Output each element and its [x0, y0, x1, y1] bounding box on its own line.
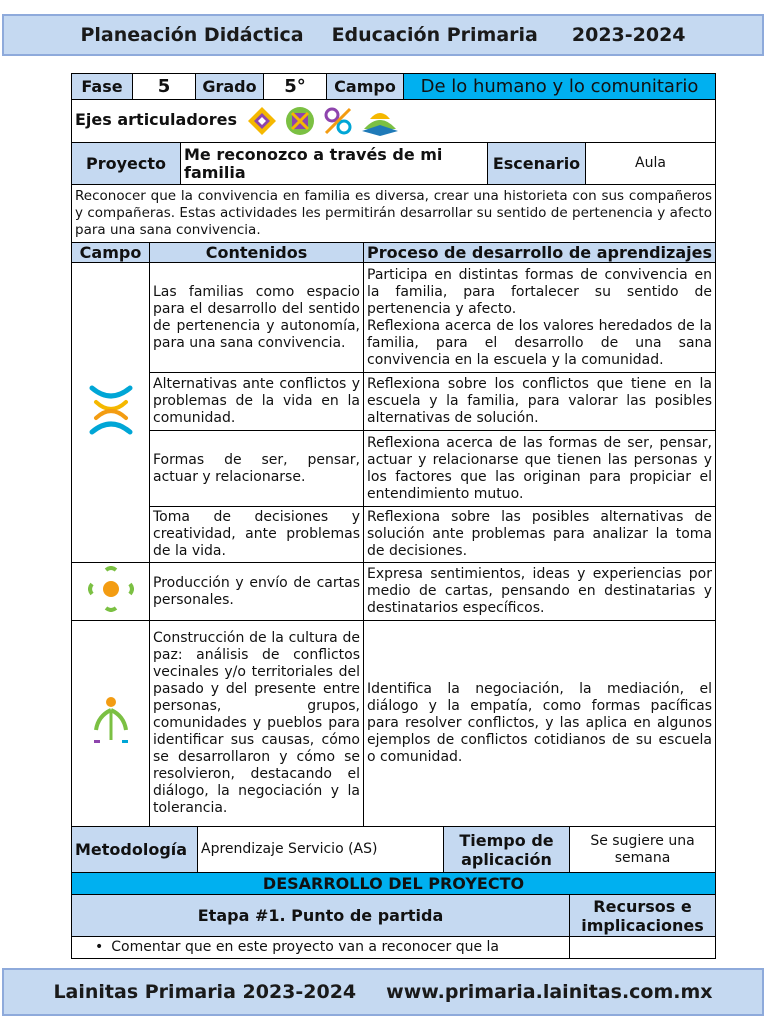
ejes-table [71, 99, 716, 143]
contenido-1: Las familias como espacio para el desarrollo del sentido de pertenencia y autonomía, para una sana convivencia. [150, 263, 364, 373]
contenido-6: Construcción de la cultura de paz: análisis de conflictos vecinales y/o territoriales del pasado y del presente entre personas, grupos, comunidades y pueblos para identificar sus causas, cómo se desarrollaron y cómo se resolvieron, destacando el diálogo, la negociación y la tolerancia. [150, 621, 364, 827]
table-row [72, 373, 716, 431]
ejes-label: Ejes articuladores [75, 110, 238, 129]
bullet-glyph: • [95, 939, 104, 955]
info-block [71, 73, 716, 959]
proceso-4: Reflexiona sobre las posibles alternativas de solución ante problemas para analizar la toma de decisiones. [364, 507, 716, 563]
metodologia-value: Aprendizaje Servicio (AS) [198, 827, 444, 873]
fase-value: 5 [133, 74, 196, 100]
etica-naturaleza-icon [88, 696, 134, 746]
campo-icon-cell-2 [72, 563, 150, 621]
desarrollo-table [71, 872, 716, 959]
proceso-3: Reflexiona acerca de las formas de ser, pensar, actuar y relacionarse que tienen las personas y los factores que las originan para propiciar el entendimiento mutuo. [364, 431, 716, 507]
header-banner [2, 14, 764, 56]
campo-icon-cell-3 [72, 621, 150, 827]
interculturalidad-icon [284, 105, 316, 137]
contenido-3: Formas de ser, pensar, actuar y relacionarse. [150, 431, 364, 507]
lectura-icon [360, 105, 400, 137]
footer-banner [2, 968, 764, 1016]
proyecto-value: Me reconozco a través de mi familia [181, 143, 488, 185]
contenido-4: Toma de decisiones y creatividad, ante problemas de la vida. [150, 507, 364, 563]
col-contenidos-header: Contenidos [150, 243, 364, 263]
tiempo-label: Tiempo de aplicación [444, 827, 570, 873]
fase-label: Fase [72, 74, 133, 100]
grado-label: Grado [196, 74, 264, 100]
table-row [72, 621, 716, 827]
recursos-title: Recursos e implicaciones [570, 895, 716, 937]
col-campo-header: Campo [72, 243, 150, 263]
ejes-cell [72, 100, 716, 143]
proceso-5: Expresa sentimientos, ideas y experiencias por medio de cartas, pensando en destinatarias y destinatarios específicos. [364, 563, 716, 621]
inclusion-icon [246, 105, 278, 137]
campo-label: Campo [327, 74, 404, 100]
recursos-cell [570, 937, 716, 959]
escenario-label: Escenario [488, 143, 586, 185]
igualdad-genero-icon [322, 105, 354, 137]
metodologia-label: Metodología [72, 827, 198, 873]
table-row [72, 431, 716, 507]
table-row [72, 263, 716, 373]
contenidos-table [71, 242, 716, 827]
header-title-mid: Educación Primaria [331, 24, 538, 46]
tiempo-value: Se sugiere una semana [570, 827, 716, 873]
proceso-6: Identifica la negociación, la mediación, el diálogo y la empatía, como formas pacíficas para resolver conflictos, y las aplica en algunos ejemplos de conflictos cotidianos de su escuela o comunidad. [364, 621, 716, 827]
etapa-title: Etapa #1. Punto de partida [72, 895, 570, 937]
grado-value: 5° [264, 74, 327, 100]
table-row [72, 507, 716, 563]
footer-right: www.primaria.lainitas.com.mx [386, 981, 713, 1003]
table-row [72, 563, 716, 621]
campo-value: De lo humano y lo comunitario [404, 74, 716, 100]
proyecto-table [71, 142, 716, 185]
info-table-1 [71, 73, 716, 100]
proceso-2: Reflexiona sobre los conflictos que tiene en la escuela y la familia, para valorar las posibles alternativas de solución. [364, 373, 716, 431]
ejes-icons [246, 105, 400, 137]
bullet-text-1: Comentar que en este proyecto van a reconocer que la [111, 939, 500, 955]
humano-comunitario-icon [86, 382, 136, 438]
contenido-5: Producción y envío de cartas personales. [150, 563, 364, 621]
escenario-value: Aula [586, 143, 716, 185]
project-description: Reconocer que la convivencia en familia es diversa, crear una historieta con sus compañeros y compañeras. Estas actividades les permitirán desarrollar su sentido de pertenencia y afecto para una sana convivencia. [72, 185, 716, 243]
col-proceso-header: Proceso de desarrollo de aprendizajes [364, 243, 716, 263]
header-title-right: 2023-2024 [571, 24, 686, 46]
campo-icon-cell-1 [72, 263, 150, 563]
bullet-item [72, 937, 570, 959]
contenido-2: Alternativas ante conflictos y problemas de la vida en la comunidad. [150, 373, 364, 431]
lenguajes-icon [88, 566, 134, 612]
description-table [71, 184, 716, 243]
header-title-left: Planeación Didáctica [80, 24, 304, 46]
proyecto-label: Proyecto [72, 143, 181, 185]
metodologia-table [71, 826, 716, 873]
desarrollo-title: DESARROLLO DEL PROYECTO [72, 873, 716, 895]
proceso-1: Participa en distintas formas de convivencia en la familia, para fortalecer su sentido de pertenencia y afecto. Reflexiona acerca de los valores heredados de la familia, para el desarrollo de una sana convivencia en la escuela y la comunidad. [364, 263, 716, 373]
footer-left: Lainitas Primaria 2023-2024 [53, 981, 357, 1003]
